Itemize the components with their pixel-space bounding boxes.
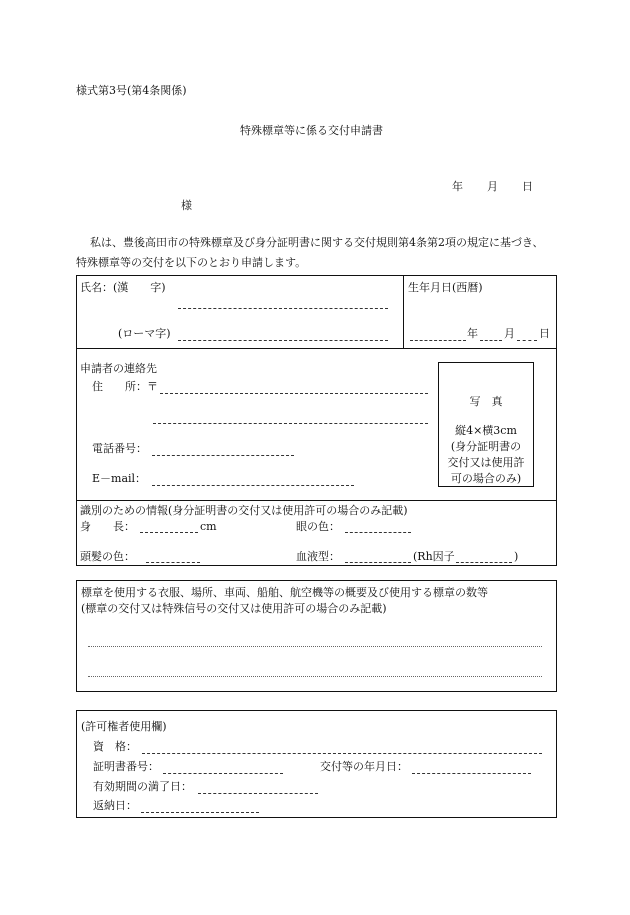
rh-close-paren: ) xyxy=(514,550,519,563)
phone-label: 電話番号： xyxy=(92,442,147,455)
birth-month-label: 月 xyxy=(504,327,515,340)
usage-note: (標章の交付又は特殊信号の交付又は使用許可の場合のみ記載) xyxy=(81,602,387,615)
contact-section-divider xyxy=(77,500,556,501)
intro-line-2: 特殊標章等の交付を以下のとおり申請します。 xyxy=(76,256,307,269)
photo-box xyxy=(438,362,534,487)
eye-color-field[interactable] xyxy=(345,532,411,533)
name-section-divider xyxy=(77,348,556,349)
date-day-label: 日 xyxy=(522,180,533,193)
address-label: 住 所：〒 xyxy=(92,380,158,393)
eye-color-label: 眼の色： xyxy=(296,520,340,533)
addressee-label: 様 xyxy=(181,199,192,212)
return-date-field[interactable] xyxy=(141,812,259,813)
name-kanji-label: 氏名：(漢 字) xyxy=(80,281,166,294)
expiry-date-label: 有効期間の満了日： xyxy=(93,780,192,793)
email-field[interactable] xyxy=(152,485,354,486)
height-unit: cm xyxy=(200,520,217,533)
intro-line-1: 私は、豊後高田市の特殊標章及び身分証明書に関する交付規則第4条第2項の規定に基づき、 xyxy=(90,236,544,249)
birth-year-label: 年 xyxy=(467,327,478,340)
hair-color-field[interactable] xyxy=(146,562,200,563)
contact-heading: 申請者の連絡先 xyxy=(80,362,157,375)
height-label: 身 長： xyxy=(80,520,135,533)
usage-field-line-1[interactable] xyxy=(88,646,542,647)
qualification-field[interactable] xyxy=(142,753,542,754)
blood-type-label: 血液型： xyxy=(296,550,340,563)
certificate-number-label: 証明書番号： xyxy=(93,760,159,773)
usage-field-line-2[interactable] xyxy=(88,676,542,677)
name-roman-label: (ローマ字) xyxy=(118,327,171,340)
phone-field[interactable] xyxy=(152,455,294,456)
photo-note-1: (身分証明書の xyxy=(450,440,522,453)
issue-date-field[interactable] xyxy=(412,773,531,774)
authority-heading: (許可権者使用欄) xyxy=(81,720,167,733)
birth-day-field[interactable] xyxy=(517,340,537,341)
photo-title: 写 真 xyxy=(469,395,503,408)
issue-date-label: 交付等の年月日： xyxy=(320,760,408,773)
certificate-number-field[interactable] xyxy=(163,773,283,774)
photo-size: 縦4×横3cm xyxy=(455,424,517,437)
form-number: 様式第3号(第4条関係) xyxy=(76,84,187,97)
birth-date-label: 生年月日(西暦) xyxy=(408,281,483,294)
photo-note-2: 交付又は使用許 xyxy=(447,456,525,469)
identification-heading: 識別のための情報(身分証明書の交付又は使用許可の場合のみ記載) xyxy=(80,504,408,517)
usage-heading: 標章を使用する衣服、場所、車両、船舶、航空機等の概要及び使用する標章の数等 xyxy=(81,586,488,599)
hair-color-label: 頭髪の色： xyxy=(80,550,135,563)
name-birth-divider xyxy=(403,276,404,348)
birth-month-field[interactable] xyxy=(480,340,502,341)
email-label: E－mail： xyxy=(92,472,147,485)
height-field[interactable] xyxy=(140,532,198,533)
date-month-label: 月 xyxy=(487,180,498,193)
return-date-label: 返納日： xyxy=(93,799,137,812)
address-field-line-2[interactable] xyxy=(153,423,428,424)
rh-factor-label: (Rh因子 xyxy=(413,550,455,563)
address-field-line-1[interactable] xyxy=(160,393,428,394)
page-title: 特殊標章等に係る交付申請書 xyxy=(240,124,383,137)
date-year-label: 年 xyxy=(452,180,463,193)
birth-day-label: 日 xyxy=(539,327,550,340)
expiry-date-field[interactable] xyxy=(198,793,318,794)
rh-factor-field[interactable] xyxy=(456,562,512,563)
name-roman-field[interactable] xyxy=(178,340,388,341)
photo-note-3: 可の場合のみ) xyxy=(450,472,522,485)
qualification-label: 資 格： xyxy=(93,740,137,753)
name-kanji-field[interactable] xyxy=(178,308,388,309)
blood-type-field[interactable] xyxy=(345,562,411,563)
birth-year-field[interactable] xyxy=(410,340,466,341)
